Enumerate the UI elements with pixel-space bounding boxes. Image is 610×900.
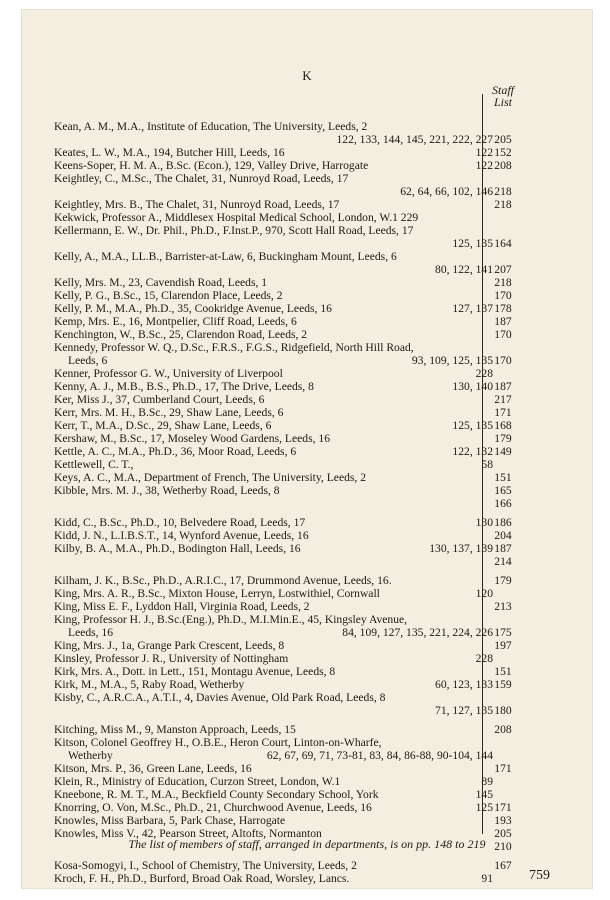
index-entry — [54, 788, 579, 801]
entry-text: King, Miss E. F., Lyddon Hall, Virginia Road, Leeds, 2 — [54, 600, 310, 613]
staff-list-page: 170 — [494, 328, 512, 341]
index-entry — [54, 801, 579, 814]
entry-text: Kershaw, M., B.Sc., 17, Moseley Wood Gardens, Leeds, 16 — [54, 432, 330, 445]
entry-line — [54, 185, 579, 198]
entry-text: Kenny, A. J., M.B., B.S., Ph.D., 17, The Drive, Leeds, 8 — [54, 380, 314, 393]
index-entry — [54, 678, 579, 691]
entry-text: Kidd, C., B.Sc., Ph.D., 10, Belvedere Road, Leeds, 17 — [54, 516, 306, 529]
entry-text: Kilham, J. K., B.Sc., Ph.D., A.R.I.C., 17, Drummond Avenue, Leeds, 16. — [54, 574, 392, 587]
entry-line — [54, 406, 579, 419]
entry-text: Kekwick, Professor A., Middlesex Hospital Medical School, London, W.1 229 — [54, 211, 419, 224]
entry-line — [54, 263, 579, 276]
staff-list-page: 151 — [494, 665, 512, 678]
staff-list-page: 179 — [494, 432, 512, 445]
staff-list-page: 171 — [494, 762, 512, 775]
entry-text: Kosa-Somogyi, I., School of Chemistry, The University, Leeds, 2 — [54, 859, 357, 872]
entry-line — [54, 497, 579, 510]
index-entry — [54, 723, 579, 736]
staff-list-page: 187 — [494, 315, 512, 328]
staff-list-page: 151 — [494, 471, 512, 484]
section-letter: K — [302, 68, 312, 83]
staff-list-page: 175 — [494, 626, 512, 639]
entry-text: Knowles, Miss V., 42, Pearson Street, Altofts, Normanton — [54, 827, 322, 840]
index-entry — [54, 419, 579, 432]
staff-list-page: 171 — [494, 406, 512, 419]
entry-line — [54, 749, 579, 762]
entry-line — [54, 419, 579, 432]
entry-line — [54, 471, 579, 484]
page-references: 130, 137, 139 — [429, 542, 493, 555]
page-references: 89 — [481, 775, 493, 788]
entry-text: Kibble, Mrs. M. J., 38, Wetherby Road, Leeds, 8 — [54, 484, 280, 497]
index-entry — [54, 445, 579, 458]
entry-line — [54, 484, 579, 497]
staff-list-page: 214 — [494, 555, 512, 568]
entry-text: Kelly, Mrs. M., 23, Cavendish Road, Leeds, 1 — [54, 276, 268, 289]
entry-line — [54, 801, 579, 814]
index-entry — [54, 432, 579, 445]
entry-line — [54, 211, 579, 224]
entry-text: Kenchington, W., B.Sc., 25, Clarendon Road, Leeds, 2 — [54, 328, 308, 341]
staff-list-page: 197 — [494, 639, 512, 652]
index-entry — [54, 484, 579, 510]
staff-list-page: 205 — [494, 133, 512, 146]
index-entry — [54, 276, 579, 289]
staff-list-page: 213 — [494, 600, 512, 613]
index-entry — [54, 652, 579, 665]
entry-line — [54, 367, 579, 380]
index-entry — [54, 172, 579, 198]
index-entry — [54, 587, 579, 600]
entry-text: Kettlewell, C. T., — [54, 458, 134, 471]
staff-list-page: 187 — [494, 380, 512, 393]
entry-line — [54, 723, 579, 736]
staff-list-page: 187 — [494, 542, 512, 555]
index-entry — [54, 224, 579, 250]
staff-list-page: 186 — [494, 516, 512, 529]
page-references: 60, 123, 133 — [435, 678, 493, 691]
entry-line — [54, 302, 579, 315]
page-references: 62, 67, 69, 71, 73-81, 83, 84, 86-88, 90-104, 144 — [266, 749, 493, 762]
entry-line — [54, 775, 579, 788]
index-entry — [54, 315, 579, 328]
entry-text: Klein, R., Ministry of Education, Curzon Street, London, W.1 — [54, 775, 341, 788]
entry-line — [54, 146, 579, 159]
staff-list-page: 207 — [494, 263, 512, 276]
index-entry — [54, 775, 579, 788]
index-entry — [54, 736, 579, 762]
staff-list-header — [483, 84, 523, 108]
index-entry — [54, 542, 579, 568]
index-entry — [54, 367, 579, 380]
entry-line — [54, 172, 579, 185]
index-entry — [54, 341, 579, 367]
index-entry — [54, 600, 579, 613]
entry-text: Keys, A. C., M.A., Department of French, The University, Leeds, 2 — [54, 471, 367, 484]
entry-line — [54, 315, 579, 328]
entry-line — [54, 639, 579, 652]
entry-line — [54, 613, 579, 626]
staff-list-page: 218 — [494, 198, 512, 211]
entry-line — [54, 762, 579, 775]
entry-text: Kitson, Mrs. P., 36, Green Lane, Leeds, 16 — [54, 762, 252, 775]
index-entry — [54, 471, 579, 484]
entry-text: Kean, A. M., M.A., Institute of Education, The University, Leeds, 2 — [54, 120, 368, 133]
page-references: 228 — [475, 367, 493, 380]
entry-text: Kroch, F. H., Ph.D., Burford, Broad Oak Road, Worsley, Lancs. — [54, 872, 350, 885]
entry-line — [54, 652, 579, 665]
staff-header-line-1: Staff — [491, 83, 514, 97]
staff-list-page: 217 — [494, 393, 512, 406]
entry-list — [54, 120, 579, 885]
entry-line — [54, 133, 579, 146]
entry-text: Knorring, O. Von, M.Sc., Ph.D., 21, Churchwood Avenue, Leeds, 16 — [54, 801, 372, 814]
entry-text: Kemp, Mrs. E., 16, Montpelier, Cliff Road, Leeds, 6 — [54, 315, 297, 328]
index-entry — [54, 250, 579, 276]
page-number: 759 — [529, 868, 550, 883]
staff-list-page: 218 — [494, 185, 512, 198]
index-entry — [54, 380, 579, 393]
entry-text: Kirk, Mrs. A., Dott. in Lett., 151, Montagu Avenue, Leeds, 8 — [54, 665, 336, 678]
entry-line — [54, 380, 579, 393]
entry-text: King, Mrs. J., 1a, Grange Park Crescent, Leeds, 8 — [54, 639, 285, 652]
entry-text: Kitson, Colonel Geoffrey H., O.B.E., Heron Court, Linton-on-Wharfe, — [54, 736, 382, 749]
entry-text: Kerr, T., M.A., D.Sc., 29, Shaw Lane, Leeds, 6 — [54, 419, 272, 432]
entry-text: Kelly, A., M.A., LL.B., Barrister-at-Law, 6, Buckingham Mount, Leeds, 6 — [54, 250, 397, 263]
entry-line — [54, 736, 579, 749]
page-references: 125, 135 — [452, 419, 493, 432]
entry-text: Kerr, Mrs. M. H., B.Sc., 29, Shaw Lane, Leeds, 6 — [54, 406, 284, 419]
staff-list-page: 168 — [494, 419, 512, 432]
index-entry — [54, 529, 579, 542]
entry-line — [54, 224, 579, 237]
entry-text: Kelly, P. G., B.Sc., 15, Clarendon Place, Leeds, 2 — [54, 289, 283, 302]
staff-list-page: 165 — [494, 484, 512, 497]
entry-line — [54, 120, 579, 133]
entry-text: Kenner, Professor G. W., University of Liverpool — [54, 367, 283, 380]
index-entry — [54, 872, 579, 885]
staff-list-page: 159 — [494, 678, 512, 691]
page-references: 125 — [475, 801, 493, 814]
entry-text: Ker, Miss J., 37, Cumberland Court, Leeds, 6 — [54, 393, 265, 406]
page-references: 122 — [475, 159, 493, 172]
index-entry — [54, 574, 579, 587]
entry-text: Kneebone, R. M. T., M.A., Beckfield County Secondary School, York — [54, 788, 379, 801]
entry-text: King, Professor H. J., B.Sc.(Eng.), Ph.D., M.I.Min.E., 45, Kingsley Avenue, — [54, 613, 408, 626]
entry-line — [54, 587, 579, 600]
entry-line — [54, 458, 579, 471]
entry-line — [54, 529, 579, 542]
page-references: 84, 109, 127, 135, 221, 224, 226 — [342, 626, 493, 639]
entry-text: King, Mrs. A. R., B.Sc., Mixton House, Lerryn, Lostwithiel, Cornwall — [54, 587, 380, 600]
entry-text: Kennedy, Professor W. Q., D.Sc., F.R.S., F.G.S., Ridgefield, North Hill Road, — [54, 341, 414, 354]
entry-text: Kirk, M., M.A., 5, Raby Road, Wetherby — [54, 678, 245, 691]
index-entry — [54, 406, 579, 419]
page-references: 130 — [475, 516, 493, 529]
index-entry — [54, 516, 579, 529]
index-entry — [54, 814, 579, 827]
index-entry — [54, 762, 579, 775]
index-entry — [54, 120, 579, 146]
entry-line — [54, 665, 579, 678]
entry-text: Kettle, A. C., M.A., Ph.D., 36, Moor Road, Leeds, 6 — [54, 445, 297, 458]
entry-text: Leeds, 16 — [68, 626, 114, 639]
entry-line — [54, 574, 579, 587]
entry-line — [54, 250, 579, 263]
staff-list-page: 167 — [494, 859, 512, 872]
index-entry — [54, 198, 579, 211]
page-references: 120 — [475, 587, 493, 600]
entry-line — [54, 859, 579, 872]
entry-text: Keates, L. W., M.A., 194, Butcher Hill, Leeds, 16 — [54, 146, 285, 159]
staff-list-page: 152 — [494, 146, 512, 159]
entry-text: Kinsley, Professor J. R., University of Nottingham — [54, 652, 289, 665]
page-references: 62, 64, 66, 102, 146 — [400, 185, 493, 198]
entry-line — [54, 872, 579, 885]
staff-list-page: 208 — [494, 159, 512, 172]
page-references: 145 — [475, 788, 493, 801]
page-references: 71, 127, 135 — [435, 704, 493, 717]
entry-text: Keens-Soper, H. M. A., B.Sc. (Econ.), 129, Valley Drive, Harrogate — [54, 159, 369, 172]
index-page — [22, 10, 592, 888]
entry-line — [54, 814, 579, 827]
staff-list-page: 164 — [494, 237, 512, 250]
entry-line — [54, 341, 579, 354]
page-references: 122, 133, 144, 145, 221, 222, 227 — [336, 133, 493, 146]
index-entry — [54, 211, 579, 224]
staff-list-page: 170 — [494, 354, 512, 367]
entry-text: Kilby, B. A., M.A., Ph.D., Bodington Hall, Leeds, 16 — [54, 542, 301, 555]
entry-line — [54, 626, 579, 639]
entry-text: Wetherby — [68, 749, 113, 762]
staff-list-page: 179 — [494, 574, 512, 587]
index-entry — [54, 159, 579, 172]
page-references: 91 — [481, 872, 493, 885]
entry-text: Keightley, Mrs. B., The Chalet, 31, Nunroyd Road, Leeds, 17 — [54, 198, 340, 211]
entry-text: Knowles, Miss Barbara, 5, Park Chase, Harrogate — [54, 814, 286, 827]
entry-line — [54, 289, 579, 302]
staff-list-page: 205 — [494, 827, 512, 840]
entry-text: Kidd, J. N., L.I.B.S.T., 14, Wynford Avenue, Leeds, 16 — [54, 529, 309, 542]
page-references: 130, 140 — [452, 380, 493, 393]
staff-list-page: 180 — [494, 704, 512, 717]
index-entry — [54, 665, 579, 678]
page-references: 122 — [475, 146, 493, 159]
page-references: 125, 135 — [452, 237, 493, 250]
entry-text: Kisby, C., A.R.C.A., A.T.I., 4, Davies Avenue, Old Park Road, Leeds, 8 — [54, 691, 386, 704]
staff-list-page: 170 — [494, 289, 512, 302]
entry-line — [54, 354, 579, 367]
entry-line — [54, 555, 579, 568]
staff-list-page: 210 — [494, 840, 512, 853]
index-entry — [54, 289, 579, 302]
staff-list-page: 218 — [494, 276, 512, 289]
entry-line — [54, 516, 579, 529]
staff-list-page: 204 — [494, 529, 512, 542]
entry-line — [54, 198, 579, 211]
entry-text: Kelly, P. M., M.A., Ph.D., 35, Cookridge Avenue, Leeds, 16 — [54, 302, 332, 315]
page-references: 93, 109, 125, 135 — [411, 354, 493, 367]
index-entry — [54, 691, 579, 717]
index-entry — [54, 639, 579, 652]
entry-text: Kellermann, E. W., Dr. Phil., Ph.D., F.Inst.P., 970, Scott Hall Road, Leeds, 17 — [54, 224, 414, 237]
entry-line — [54, 393, 579, 406]
page-references: 80, 122, 141 — [435, 263, 493, 276]
entry-line — [54, 678, 579, 691]
entry-line — [54, 432, 579, 445]
index-entry — [54, 859, 579, 872]
entry-line — [54, 788, 579, 801]
entry-line — [54, 328, 579, 341]
staff-list-page: 166 — [494, 497, 512, 510]
entry-text: Keightley, C., M.Sc., The Chalet, 31, Nunroyd Road, Leeds, 17 — [54, 172, 349, 185]
page-references: 122, 132 — [452, 445, 493, 458]
entry-line — [54, 600, 579, 613]
footnote: The list of members of staff, arranged in departments, is on pp. 148 to 219 — [128, 837, 486, 851]
entry-line — [54, 159, 579, 172]
entry-line — [54, 542, 579, 555]
page-references: 58 — [481, 458, 493, 471]
staff-header-line-2: List — [493, 95, 512, 109]
entry-line — [54, 445, 579, 458]
index-entry — [54, 302, 579, 315]
index-entry — [54, 393, 579, 406]
entry-text: Kitching, Miss M., 9, Manston Approach, Leeds, 15 — [54, 723, 296, 736]
staff-list-page: 149 — [494, 445, 512, 458]
staff-list-page: 208 — [494, 723, 512, 736]
entry-line — [54, 704, 579, 717]
page-references: 127, 137 — [452, 302, 493, 315]
staff-list-page: 193 — [494, 814, 512, 827]
index-entry — [54, 328, 579, 341]
staff-list-page: 171 — [494, 801, 512, 814]
entry-line — [54, 237, 579, 250]
entry-text: Leeds, 6 — [68, 354, 108, 367]
index-entry — [54, 458, 579, 471]
index-entry — [54, 146, 579, 159]
entry-line — [54, 276, 579, 289]
index-entry — [54, 613, 579, 639]
entry-line — [54, 691, 579, 704]
page-references: 228 — [475, 652, 493, 665]
staff-list-page: 178 — [494, 302, 512, 315]
